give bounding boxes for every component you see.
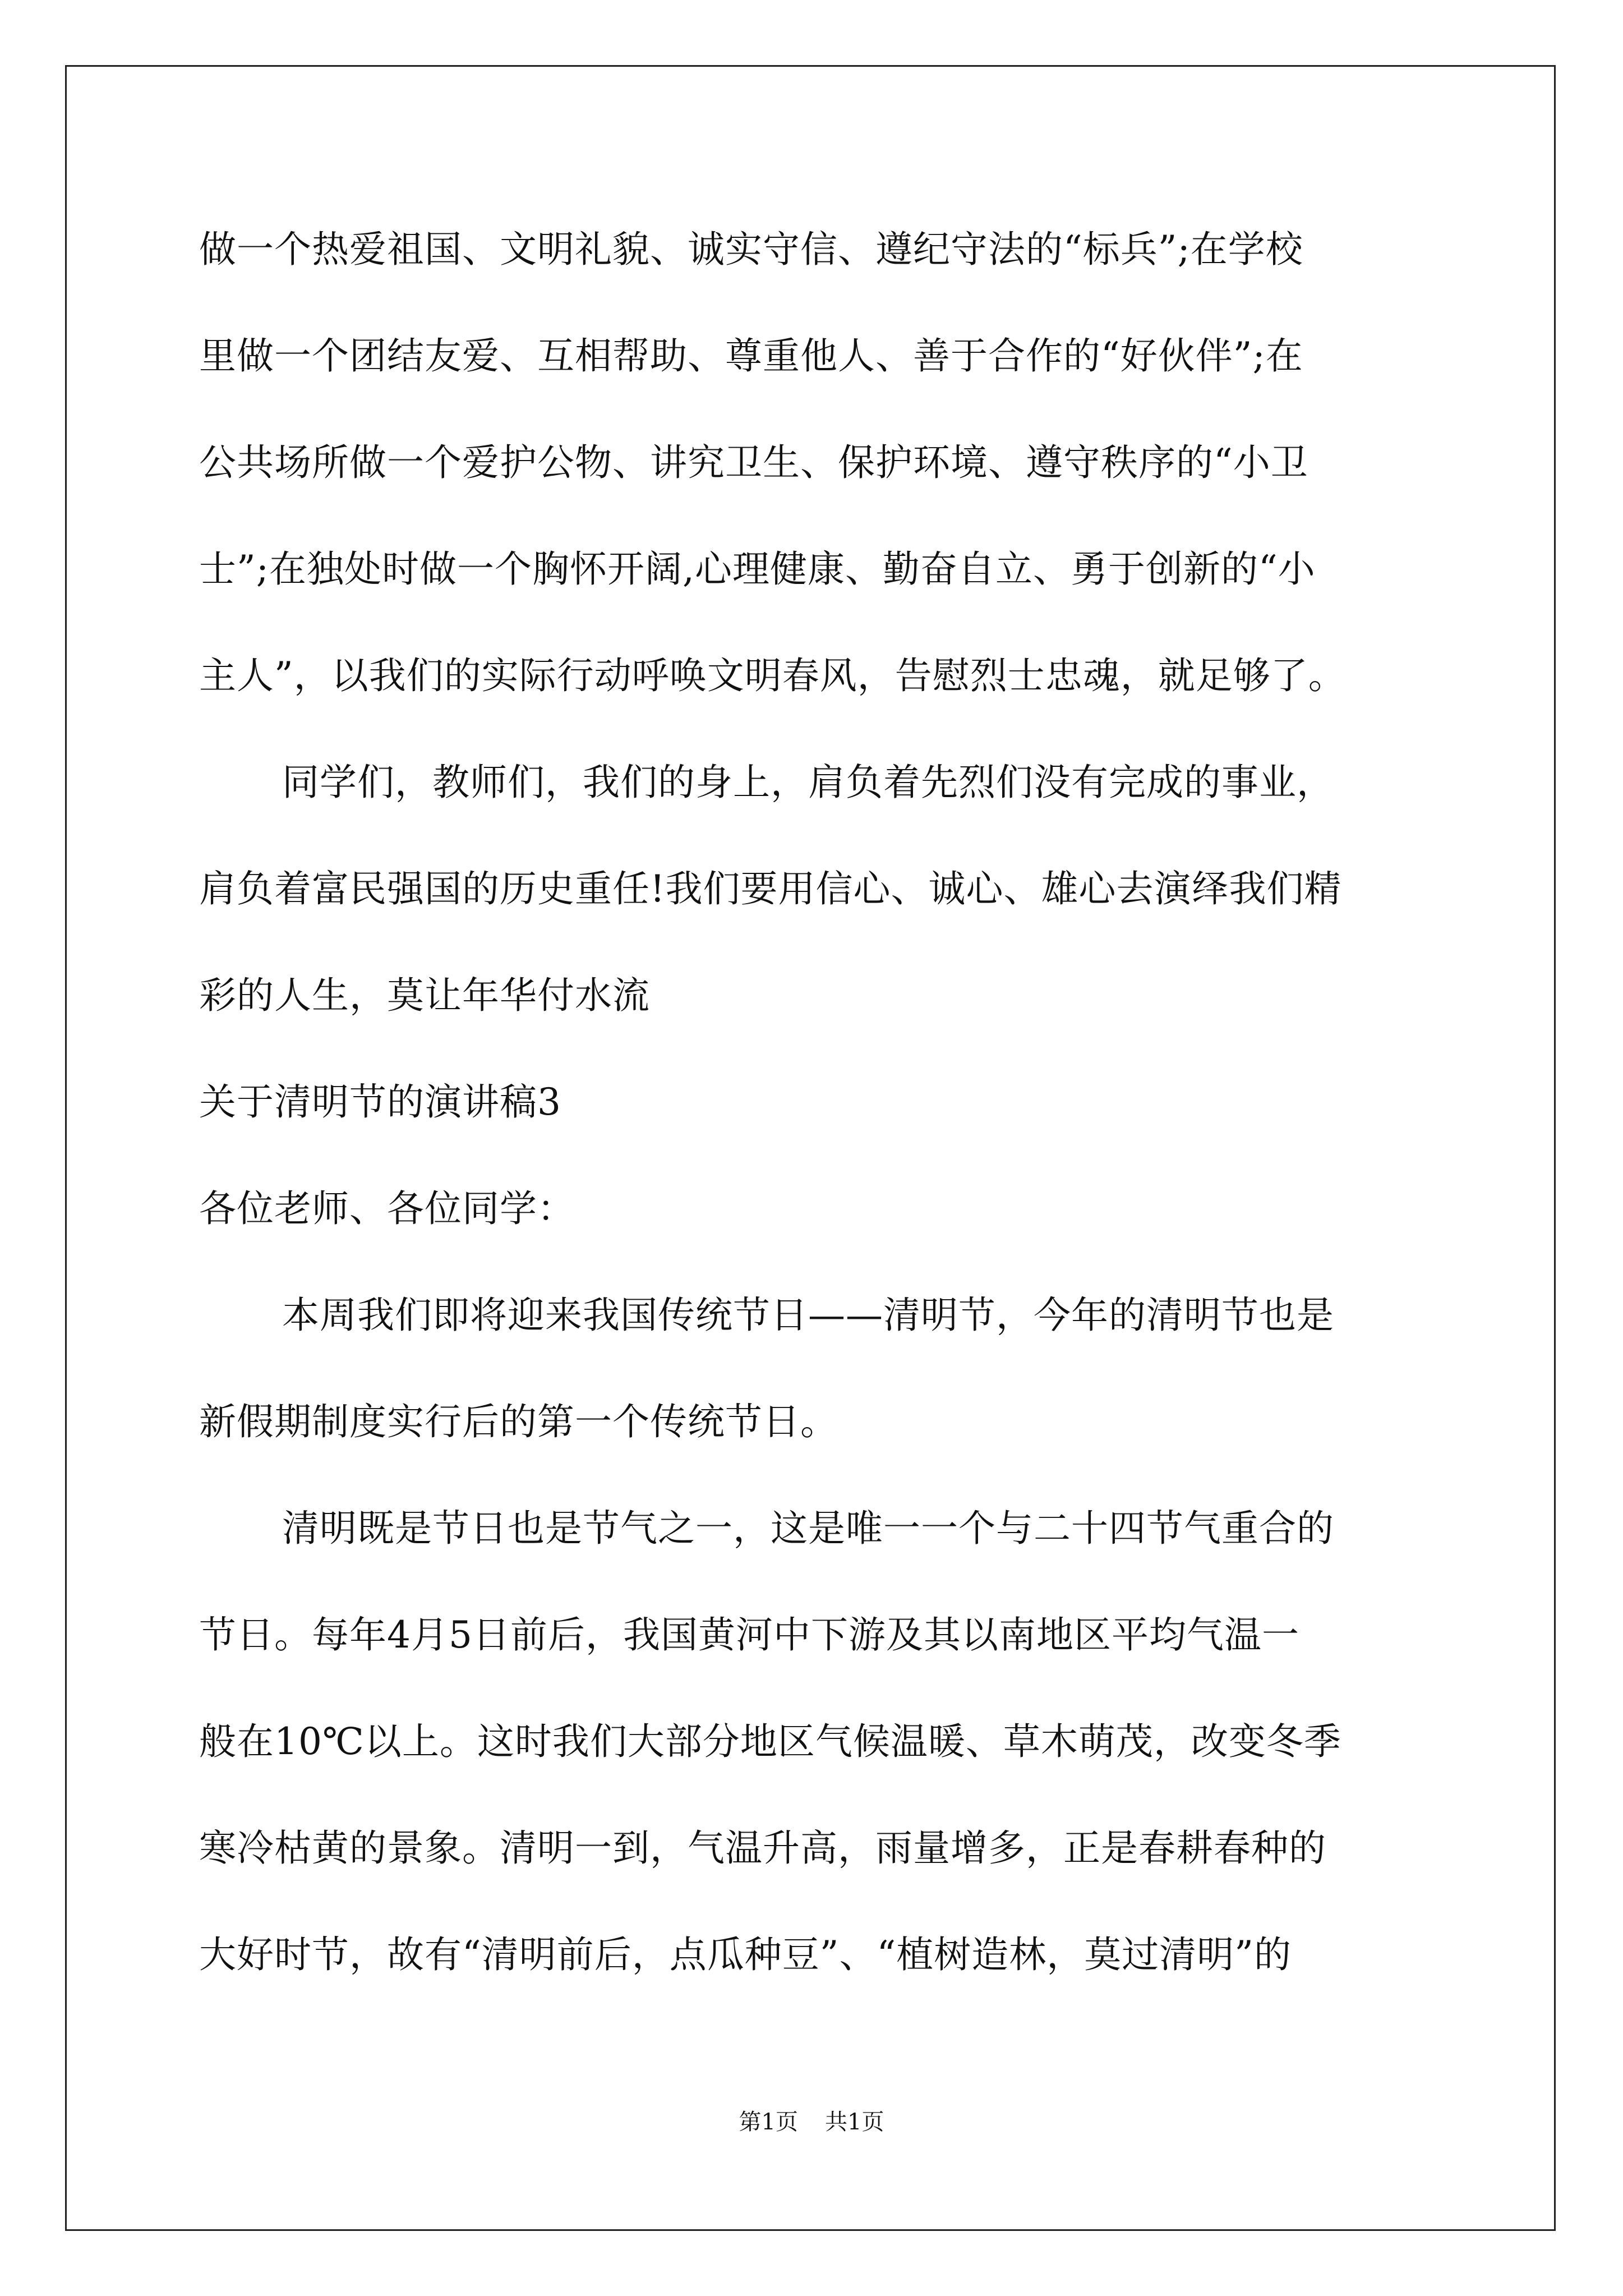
paragraph-start: 同学们，教师们，我们的身上，肩负着先烈们没有完成的事业， bbox=[282, 761, 1334, 804]
text-line: 主人”，以我们的实际行动呼唤文明春风，告慰烈士忠魂，就足够了。 bbox=[199, 654, 1346, 697]
text-line: 做一个热爱祖国、文明礼貌、诚实守信、遵纪守法的“标兵”;在学校 bbox=[199, 228, 1303, 271]
text-line: 公共场所做一个爱护公物、讲究卫生、保护环境、遵守秩序的“小卫 bbox=[199, 441, 1308, 484]
page-total: 共1页 bbox=[825, 2109, 884, 2135]
text-line: 节日。每年4月5日前后，我国黄河中下游及其以南地区平均气温一 bbox=[199, 1613, 1299, 1657]
paragraph-start: 清明既是节日也是节气之一，这是唯一一个与二十四节气重合的 bbox=[282, 1507, 1334, 1550]
salutation: 各位老师、各位同学： bbox=[199, 1187, 575, 1230]
text-line: 士”;在独处时做一个胸怀开阔,心理健康、勤奋自立、勇于创新的“小 bbox=[199, 547, 1316, 591]
text-line: 彩的人生，莫让年华付水流 bbox=[199, 974, 650, 1017]
paragraph-start: 本周我们即将迎来我国传统节日——清明节，今年的清明节也是 bbox=[282, 1294, 1334, 1337]
text-line: 般在10℃以上。这时我们大部分地区气候温暖、草木萌茂，改变冬季 bbox=[199, 1720, 1341, 1763]
section-title: 关于清明节的演讲稿3 bbox=[199, 1080, 561, 1124]
text-line: 新假期制度实行后的第一个传统节日。 bbox=[199, 1400, 838, 1443]
text-line: 里做一个团结友爱、互相帮助、尊重他人、善于合作的“好伙伴”;在 bbox=[199, 334, 1303, 378]
document-body bbox=[199, 213, 1424, 2025]
text-line: 肩负着富民强国的历史重任!我们要用信心、诚心、雄心去演绎我们精 bbox=[199, 867, 1342, 910]
text-line: 寒冷枯黄的景象。清明一到，气温升高，雨量增多，正是春耕春种的 bbox=[199, 1826, 1326, 1870]
page-number: 第1页 bbox=[739, 2109, 798, 2135]
page-footer bbox=[0, 2108, 1623, 2136]
text-line: 大好时节，故有“清明前后，点瓜种豆”、“植树造林，莫过清明”的 bbox=[199, 1933, 1292, 1976]
